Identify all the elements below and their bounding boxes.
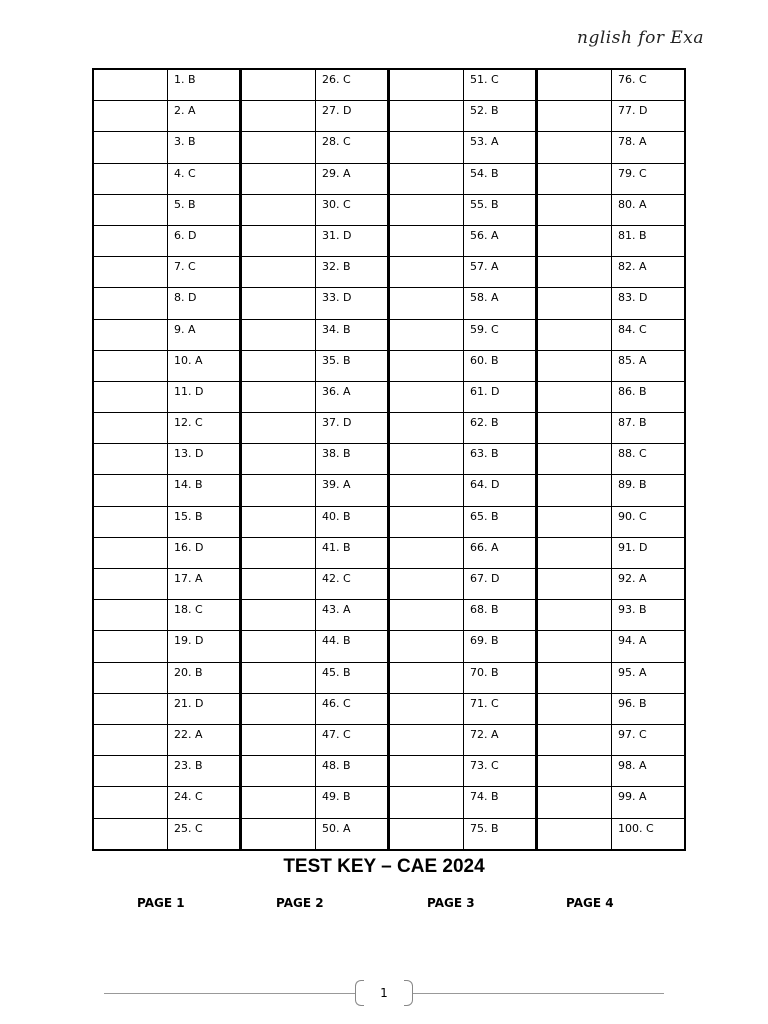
blank-cell [537, 631, 612, 662]
blank-cell [389, 288, 464, 319]
blank-cell [241, 225, 316, 256]
blank-cell [389, 818, 464, 850]
blank-cell [93, 631, 168, 662]
answer-cell: 77. D [612, 101, 685, 132]
answer-cell: 25. C [168, 818, 241, 850]
blank-cell [537, 693, 612, 724]
answer-cell: 45. B [316, 662, 389, 693]
answer-cell: 47. C [316, 724, 389, 755]
blank-cell [93, 413, 168, 444]
answer-cell: 83. D [612, 288, 685, 319]
table-row [93, 756, 685, 787]
blank-cell [93, 569, 168, 600]
blank-cell [241, 288, 316, 319]
blank-cell [389, 537, 464, 568]
answer-cell: 87. B [612, 413, 685, 444]
answer-cell: 98. A [612, 756, 685, 787]
footer-line-left [104, 993, 356, 994]
blank-cell [389, 257, 464, 288]
blank-cell [93, 350, 168, 381]
answer-cell: 63. B [464, 444, 537, 475]
footer-bracket-right [404, 980, 413, 1006]
answer-cell: 75. B [464, 818, 537, 850]
answer-cell: 89. B [612, 475, 685, 506]
page-label-3: PAGE 3 [427, 896, 475, 910]
answer-cell: 65. B [464, 506, 537, 537]
answer-cell: 88. C [612, 444, 685, 475]
blank-cell [241, 662, 316, 693]
table-row [93, 319, 685, 350]
table-row [93, 506, 685, 537]
answer-cell: 42. C [316, 569, 389, 600]
blank-cell [93, 724, 168, 755]
blank-cell [537, 537, 612, 568]
blank-cell [93, 319, 168, 350]
table-row [93, 818, 685, 850]
page-label-2: PAGE 2 [276, 896, 324, 910]
answer-cell: 96. B [612, 693, 685, 724]
answer-cell: 64. D [464, 475, 537, 506]
blank-cell [389, 631, 464, 662]
answer-cell: 22. A [168, 724, 241, 755]
blank-cell [389, 475, 464, 506]
answer-cell: 90. C [612, 506, 685, 537]
answer-cell: 48. B [316, 756, 389, 787]
blank-cell [241, 132, 316, 163]
answer-cell: 10. A [168, 350, 241, 381]
blank-cell [389, 787, 464, 818]
blank-cell [241, 818, 316, 850]
page-number: 1 [380, 986, 388, 1000]
answer-cell: 54. B [464, 163, 537, 194]
blank-cell [537, 288, 612, 319]
blank-cell [537, 413, 612, 444]
answer-cell: 99. A [612, 787, 685, 818]
answer-cell: 91. D [612, 537, 685, 568]
blank-cell [241, 413, 316, 444]
blank-cell [93, 506, 168, 537]
blank-cell [241, 724, 316, 755]
table-row [93, 132, 685, 163]
page-label-4: PAGE 4 [566, 896, 614, 910]
answer-key-table [92, 68, 686, 851]
blank-cell [537, 101, 612, 132]
table-row [93, 69, 685, 101]
answer-cell: 31. D [316, 225, 389, 256]
blank-cell [93, 225, 168, 256]
blank-cell [537, 787, 612, 818]
blank-cell [241, 381, 316, 412]
blank-cell [241, 194, 316, 225]
blank-cell [93, 194, 168, 225]
blank-cell [241, 475, 316, 506]
answer-cell: 71. C [464, 693, 537, 724]
blank-cell [93, 662, 168, 693]
answer-cell: 17. A [168, 569, 241, 600]
blank-cell [389, 600, 464, 631]
answer-cell: 85. A [612, 350, 685, 381]
answer-cell: 3. B [168, 132, 241, 163]
blank-cell [537, 724, 612, 755]
blank-cell [93, 756, 168, 787]
table-row [93, 101, 685, 132]
answer-cell: 13. D [168, 444, 241, 475]
answer-cell: 21. D [168, 693, 241, 724]
blank-cell [241, 756, 316, 787]
table-row [93, 569, 685, 600]
answer-cell: 9. A [168, 319, 241, 350]
table-row [93, 413, 685, 444]
answer-cell: 66. A [464, 537, 537, 568]
blank-cell [93, 818, 168, 850]
blank-cell [93, 163, 168, 194]
blank-cell [537, 69, 612, 101]
footer-bracket-left [355, 980, 364, 1006]
answer-cell: 74. B [464, 787, 537, 818]
answer-cell: 82. A [612, 257, 685, 288]
blank-cell [537, 257, 612, 288]
table-row [93, 537, 685, 568]
answer-cell: 24. C [168, 787, 241, 818]
blank-cell [537, 818, 612, 850]
blank-cell [241, 569, 316, 600]
blank-cell [93, 537, 168, 568]
table-row [93, 163, 685, 194]
answer-cell: 32. B [316, 257, 389, 288]
answer-cell: 56. A [464, 225, 537, 256]
answer-cell: 80. A [612, 194, 685, 225]
answer-cell: 62. B [464, 413, 537, 444]
answer-cell: 55. B [464, 194, 537, 225]
blank-cell [389, 381, 464, 412]
answer-cell: 7. C [168, 257, 241, 288]
table-row [93, 631, 685, 662]
page-label-1: PAGE 1 [137, 896, 185, 910]
answer-cell: 59. C [464, 319, 537, 350]
answer-cell: 86. B [612, 381, 685, 412]
table-row [93, 444, 685, 475]
answer-cell: 19. D [168, 631, 241, 662]
answer-cell: 67. D [464, 569, 537, 600]
blank-cell [93, 101, 168, 132]
blank-cell [241, 787, 316, 818]
blank-cell [241, 101, 316, 132]
blank-cell [537, 506, 612, 537]
table-row [93, 350, 685, 381]
blank-cell [537, 662, 612, 693]
answer-cell: 14. B [168, 475, 241, 506]
answer-cell: 39. A [316, 475, 389, 506]
answer-cell: 8. D [168, 288, 241, 319]
answer-cell: 84. C [612, 319, 685, 350]
answer-cell: 57. A [464, 257, 537, 288]
answer-cell: 100. C [612, 818, 685, 850]
blank-cell [389, 132, 464, 163]
blank-cell [537, 225, 612, 256]
blank-cell [389, 444, 464, 475]
answer-cell: 30. C [316, 194, 389, 225]
answer-cell: 26. C [316, 69, 389, 101]
blank-cell [537, 319, 612, 350]
blank-cell [241, 350, 316, 381]
blank-cell [241, 257, 316, 288]
document-title: TEST KEY – CAE 2024 [283, 856, 485, 877]
blank-cell [537, 600, 612, 631]
answer-cell: 41. B [316, 537, 389, 568]
answer-cell: 16. D [168, 537, 241, 568]
table-row [93, 787, 685, 818]
blank-cell [389, 569, 464, 600]
blank-cell [537, 350, 612, 381]
answer-cell: 20. B [168, 662, 241, 693]
answer-cell: 15. B [168, 506, 241, 537]
answer-cell: 23. B [168, 756, 241, 787]
blank-cell [241, 69, 316, 101]
blank-cell [389, 194, 464, 225]
blank-cell [241, 600, 316, 631]
answer-cell: 18. C [168, 600, 241, 631]
table-row [93, 194, 685, 225]
answer-cell: 58. A [464, 288, 537, 319]
blank-cell [537, 444, 612, 475]
blank-cell [93, 381, 168, 412]
answer-cell: 44. B [316, 631, 389, 662]
blank-cell [389, 225, 464, 256]
table-row [93, 288, 685, 319]
answer-cell: 69. B [464, 631, 537, 662]
blank-cell [93, 69, 168, 101]
table-row [93, 257, 685, 288]
blank-cell [537, 163, 612, 194]
blank-cell [241, 444, 316, 475]
answer-cell: 11. D [168, 381, 241, 412]
answer-cell: 60. B [464, 350, 537, 381]
blank-cell [389, 413, 464, 444]
answer-cell: 34. B [316, 319, 389, 350]
answer-cell: 81. B [612, 225, 685, 256]
answer-cell: 70. B [464, 662, 537, 693]
blank-cell [93, 444, 168, 475]
footer-line-right [413, 993, 664, 994]
answer-cell: 92. A [612, 569, 685, 600]
blank-cell [93, 475, 168, 506]
blank-cell [93, 288, 168, 319]
blank-cell [241, 693, 316, 724]
blank-cell [537, 381, 612, 412]
blank-cell [389, 724, 464, 755]
blank-cell [241, 631, 316, 662]
answer-cell: 95. A [612, 662, 685, 693]
answer-cell: 46. C [316, 693, 389, 724]
answer-cell: 50. A [316, 818, 389, 850]
answer-cell: 12. C [168, 413, 241, 444]
answer-cell: 38. B [316, 444, 389, 475]
blank-cell [537, 132, 612, 163]
blank-cell [93, 132, 168, 163]
table-row [93, 724, 685, 755]
answer-cell: 51. C [464, 69, 537, 101]
table-row [93, 475, 685, 506]
blank-cell [389, 350, 464, 381]
blank-cell [537, 475, 612, 506]
answer-cell: 40. B [316, 506, 389, 537]
answer-cell: 53. A [464, 132, 537, 163]
answer-cell: 37. D [316, 413, 389, 444]
blank-cell [93, 257, 168, 288]
answer-cell: 68. B [464, 600, 537, 631]
blank-cell [241, 163, 316, 194]
answer-cell: 73. C [464, 756, 537, 787]
blank-cell [537, 194, 612, 225]
answer-cell: 5. B [168, 194, 241, 225]
answer-cell: 76. C [612, 69, 685, 101]
blank-cell [241, 537, 316, 568]
table-row [93, 662, 685, 693]
blank-cell [389, 756, 464, 787]
table-row [93, 381, 685, 412]
blank-cell [241, 506, 316, 537]
table-row [93, 225, 685, 256]
blank-cell [389, 662, 464, 693]
blank-cell [389, 506, 464, 537]
answer-cell: 61. D [464, 381, 537, 412]
answer-cell: 49. B [316, 787, 389, 818]
blank-cell [537, 569, 612, 600]
blank-cell [93, 600, 168, 631]
blank-cell [93, 787, 168, 818]
answer-cell: 97. C [612, 724, 685, 755]
answer-cell: 2. A [168, 101, 241, 132]
header-text: nglish for Exa [577, 28, 704, 48]
table-row [93, 600, 685, 631]
answer-cell: 78. A [612, 132, 685, 163]
answer-cell: 72. A [464, 724, 537, 755]
answer-cell: 94. A [612, 631, 685, 662]
answer-cell: 28. C [316, 132, 389, 163]
answer-cell: 93. B [612, 600, 685, 631]
blank-cell [389, 693, 464, 724]
blank-cell [389, 101, 464, 132]
blank-cell [537, 756, 612, 787]
answer-cell: 27. D [316, 101, 389, 132]
answer-cell: 4. C [168, 163, 241, 194]
answer-cell: 43. A [316, 600, 389, 631]
table-row [93, 693, 685, 724]
answer-cell: 35. B [316, 350, 389, 381]
answer-cell: 6. D [168, 225, 241, 256]
answer-cell: 33. D [316, 288, 389, 319]
blank-cell [389, 319, 464, 350]
blank-cell [389, 163, 464, 194]
answer-cell: 52. B [464, 101, 537, 132]
blank-cell [389, 69, 464, 101]
answer-cell: 36. A [316, 381, 389, 412]
answer-cell: 29. A [316, 163, 389, 194]
answer-cell: 79. C [612, 163, 685, 194]
blank-cell [241, 319, 316, 350]
answer-cell: 1. B [168, 69, 241, 101]
blank-cell [93, 693, 168, 724]
